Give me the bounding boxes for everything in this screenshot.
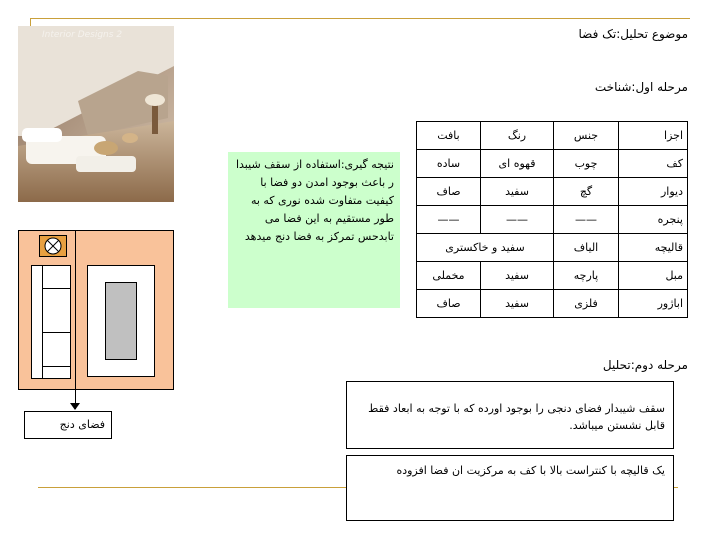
materials-table	[416, 121, 688, 318]
topic-title: موضوع تحلیل:تک فضا	[578, 27, 688, 41]
stage2-title: مرحله دوم:تحلیل	[602, 358, 688, 372]
header-cell: بافت	[417, 122, 481, 150]
table-row	[417, 206, 688, 234]
photo-watermark: Interior Designs 2	[42, 30, 123, 40]
table-row	[417, 178, 688, 206]
cozy-space-label: فضای دنج	[24, 411, 112, 439]
leader-line	[75, 231, 76, 409]
header-cell: اجزا	[619, 122, 688, 150]
table-cell: سفید	[481, 178, 554, 206]
table-cell: سفید و خاکستری	[417, 234, 554, 262]
leader-arrow-icon	[69, 403, 81, 411]
table-cell: گچ	[554, 178, 619, 206]
table-cell: مخملی	[417, 262, 481, 290]
table-row	[417, 290, 688, 318]
table-cell: ——	[417, 206, 481, 234]
table-cell: صاف	[417, 290, 481, 318]
lamp-symbol	[39, 235, 67, 257]
sofa-seam	[42, 332, 70, 333]
floor-plan	[18, 230, 174, 390]
table-row	[417, 150, 688, 178]
header-cell: جنس	[554, 122, 619, 150]
analysis-point-2: یک قالیچه با کنتراست بالا با کف به مرکزیت ان فضا افزوده	[346, 455, 674, 521]
table-cell: قالیچه	[619, 234, 688, 262]
sofa-back	[32, 266, 43, 378]
table-cell: قهوه ای	[481, 150, 554, 178]
table-cell: فلزی	[554, 290, 619, 318]
table-cell: چوب	[554, 150, 619, 178]
conclusion-note: نتیجه گیری:استفاده از سقف شیبدا ر باعث بوجود امدن دو فضا با کیفیت متفاوت شده نوری که به طور مستقیم به این فضا می تابدحس تمرکز به فضا دنج میدهد	[228, 152, 400, 308]
table-cell: کف	[619, 150, 688, 178]
top-rule-tick	[30, 18, 31, 26]
table-cell: پنجره	[619, 206, 688, 234]
table-cell: دیوار	[619, 178, 688, 206]
table-cell: الیاف	[554, 234, 619, 262]
top-rule	[30, 18, 690, 19]
interior-photo	[18, 26, 174, 202]
table-cell: ——	[481, 206, 554, 234]
table-cell: ساده	[417, 150, 481, 178]
table-header-row	[417, 122, 688, 150]
table-cell: مبل	[619, 262, 688, 290]
sofa-seam	[42, 366, 70, 367]
table-row	[417, 262, 688, 290]
analysis-point-1: سقف شیبدار فضای دنجی را بوجود اورده که با توجه به ابعاد فقط قابل نشستن میباشد.	[346, 381, 674, 449]
sofa-seam	[42, 288, 70, 289]
rug-center	[105, 282, 137, 360]
table-row	[417, 234, 688, 262]
table-cell: ——	[554, 206, 619, 234]
table-cell: صاف	[417, 178, 481, 206]
table-cell: اباژور	[619, 290, 688, 318]
table-cell: سفید	[481, 262, 554, 290]
table-cell: سفید	[481, 290, 554, 318]
table-cell: پارچه	[554, 262, 619, 290]
rug-outline	[87, 265, 155, 377]
stage1-title: مرحله اول:شناخت	[594, 80, 688, 94]
sofa-symbol	[31, 265, 71, 379]
header-cell: رنگ	[481, 122, 554, 150]
